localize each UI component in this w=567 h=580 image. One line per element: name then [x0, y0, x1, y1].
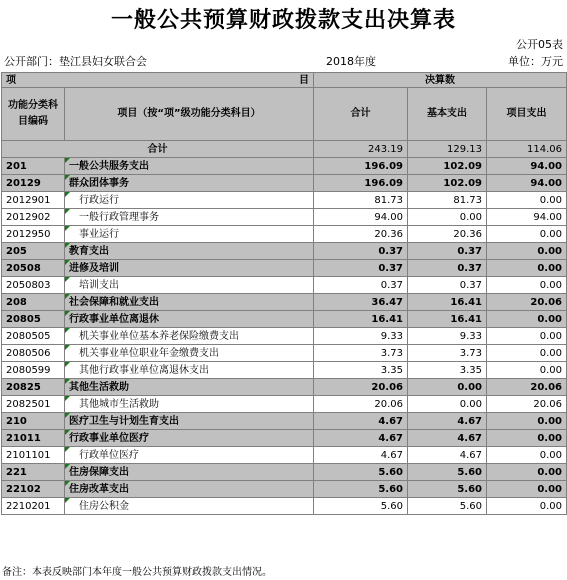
row-name: 机关事业单位职业年金缴费支出 [65, 345, 314, 362]
row-total: 9.33 [314, 328, 408, 345]
row-basic: 0.00 [408, 379, 487, 396]
total-row-label: 合计 [2, 141, 314, 158]
row-basic: 3.73 [408, 345, 487, 362]
row-total: 20.36 [314, 226, 408, 243]
row-name: 一般公共服务支出 [65, 158, 314, 175]
row-code: 22102 [2, 481, 65, 498]
table-row [2, 158, 567, 175]
table-row [2, 430, 567, 447]
table-row [2, 277, 567, 294]
table-row [2, 498, 567, 515]
row-basic: 5.60 [408, 481, 487, 498]
code-header: 功能分类科目编码 [2, 88, 65, 141]
row-basic: 4.67 [408, 447, 487, 464]
row-name: 教育支出 [65, 243, 314, 260]
row-name: 其他城市生活救助 [65, 396, 314, 413]
expenditure-table [1, 72, 567, 515]
project-expense-header: 项目支出 [487, 88, 567, 141]
table-row [2, 464, 567, 481]
row-code: 20825 [2, 379, 65, 396]
year-label: 2018年度 [326, 55, 376, 68]
row-total: 196.09 [314, 158, 408, 175]
table-row [2, 260, 567, 277]
row-name: 进修及培训 [65, 260, 314, 277]
row-total: 5.60 [314, 464, 408, 481]
row-code: 2050803 [2, 277, 65, 294]
row-project: 94.00 [487, 175, 567, 192]
table-body [2, 141, 567, 515]
row-project: 0.00 [487, 311, 567, 328]
item-header: 项目（按“项”级功能分类科目） [65, 88, 314, 141]
department-label: 公开部门：垫江县妇女联合会 [4, 55, 147, 68]
row-basic: 20.36 [408, 226, 487, 243]
total-row-basic: 129.13 [408, 141, 487, 158]
row-project: 0.00 [487, 260, 567, 277]
row-code: 201 [2, 158, 65, 175]
row-basic: 0.00 [408, 209, 487, 226]
row-total: 4.67 [314, 413, 408, 430]
row-code: 2012902 [2, 209, 65, 226]
row-code: 21011 [2, 430, 65, 447]
row-total: 36.47 [314, 294, 408, 311]
table-row [2, 294, 567, 311]
table-row [2, 396, 567, 413]
unit-label: 单位：万元 [508, 55, 563, 68]
row-name: 群众团体事务 [65, 175, 314, 192]
row-project: 94.00 [487, 158, 567, 175]
row-total: 5.60 [314, 481, 408, 498]
row-total: 94.00 [314, 209, 408, 226]
row-name: 社会保障和就业支出 [65, 294, 314, 311]
row-name: 其他行政事业单位离退休支出 [65, 362, 314, 379]
table-row [2, 328, 567, 345]
project-header-cell [2, 73, 314, 88]
row-project: 0.00 [487, 498, 567, 515]
table-row [2, 481, 567, 498]
table-row [2, 345, 567, 362]
row-basic: 16.41 [408, 294, 487, 311]
form-number: 公开05表 [516, 38, 563, 51]
row-total: 81.73 [314, 192, 408, 209]
row-name: 事业运行 [65, 226, 314, 243]
table-row [2, 226, 567, 243]
row-total: 3.35 [314, 362, 408, 379]
table-row [2, 413, 567, 430]
page-title: 一般公共预算财政拨款支出决算表 [110, 8, 456, 33]
total-row [2, 141, 567, 158]
header-row-1 [2, 73, 567, 88]
row-project: 0.00 [487, 277, 567, 294]
row-basic: 0.37 [408, 243, 487, 260]
row-basic: 0.37 [408, 260, 487, 277]
footnote: 备注：本表反映部门本年度一般公共预算财政拨款支出情况。 [2, 567, 272, 578]
table-row [2, 447, 567, 464]
row-name: 机关事业单位基本养老保险缴费支出 [65, 328, 314, 345]
row-code: 20805 [2, 311, 65, 328]
table-row [2, 311, 567, 328]
header-row-2 [2, 88, 567, 141]
row-basic: 81.73 [408, 192, 487, 209]
row-total: 0.37 [314, 260, 408, 277]
row-name: 医疗卫生与计划生育支出 [65, 413, 314, 430]
table-row [2, 362, 567, 379]
row-project: 0.00 [487, 226, 567, 243]
row-code: 2082501 [2, 396, 65, 413]
row-project: 0.00 [487, 464, 567, 481]
basic-header: 基本支出 [408, 88, 487, 141]
row-project: 0.00 [487, 430, 567, 447]
row-name: 一般行政管理事务 [65, 209, 314, 226]
row-code: 2080599 [2, 362, 65, 379]
table-row [2, 379, 567, 396]
row-name: 其他生活救助 [65, 379, 314, 396]
row-total: 20.06 [314, 379, 408, 396]
row-code: 20508 [2, 260, 65, 277]
total-row-total: 243.19 [314, 141, 408, 158]
row-total: 16.41 [314, 311, 408, 328]
row-code: 2012950 [2, 226, 65, 243]
row-basic: 5.60 [408, 464, 487, 481]
project-header-left: 项 [6, 74, 16, 86]
row-name: 行政运行 [65, 192, 314, 209]
row-total: 3.73 [314, 345, 408, 362]
table-row [2, 175, 567, 192]
row-project: 0.00 [487, 481, 567, 498]
table-row [2, 243, 567, 260]
row-project: 0.00 [487, 345, 567, 362]
row-project: 0.00 [487, 328, 567, 345]
row-project: 20.06 [487, 396, 567, 413]
row-basic: 102.09 [408, 175, 487, 192]
row-project: 0.00 [487, 447, 567, 464]
row-total: 5.60 [314, 498, 408, 515]
row-name: 行政单位医疗 [65, 447, 314, 464]
row-name: 住房保障支出 [65, 464, 314, 481]
row-project: 0.00 [487, 413, 567, 430]
row-code: 2101101 [2, 447, 65, 464]
row-total: 4.67 [314, 447, 408, 464]
row-basic: 4.67 [408, 430, 487, 447]
project-header-right: 目 [299, 74, 309, 86]
row-code: 2012901 [2, 192, 65, 209]
row-total: 4.67 [314, 430, 408, 447]
row-code: 205 [2, 243, 65, 260]
row-project: 20.06 [487, 379, 567, 396]
row-basic: 16.41 [408, 311, 487, 328]
row-code: 221 [2, 464, 65, 481]
row-code: 2080505 [2, 328, 65, 345]
table-row [2, 192, 567, 209]
row-basic: 102.09 [408, 158, 487, 175]
row-project: 94.00 [487, 209, 567, 226]
row-project: 0.00 [487, 243, 567, 260]
total-row-project: 114.06 [487, 141, 567, 158]
row-project: 0.00 [487, 192, 567, 209]
row-code: 210 [2, 413, 65, 430]
row-total: 196.09 [314, 175, 408, 192]
row-name: 培训支出 [65, 277, 314, 294]
total-header: 合计 [314, 88, 408, 141]
row-name: 行政事业单位离退休 [65, 311, 314, 328]
row-basic: 9.33 [408, 328, 487, 345]
row-name: 行政事业单位医疗 [65, 430, 314, 447]
row-basic: 0.37 [408, 277, 487, 294]
row-project: 0.00 [487, 362, 567, 379]
row-basic: 4.67 [408, 413, 487, 430]
row-code: 2080506 [2, 345, 65, 362]
row-total: 0.37 [314, 277, 408, 294]
row-code: 208 [2, 294, 65, 311]
row-name: 住房改革支出 [65, 481, 314, 498]
row-total: 0.37 [314, 243, 408, 260]
row-code: 20129 [2, 175, 65, 192]
row-basic: 0.00 [408, 396, 487, 413]
final-amount-header: 决算数 [314, 73, 567, 88]
row-basic: 5.60 [408, 498, 487, 515]
row-code: 2210201 [2, 498, 65, 515]
row-name: 住房公积金 [65, 498, 314, 515]
row-basic: 3.35 [408, 362, 487, 379]
table-row [2, 209, 567, 226]
row-project: 20.06 [487, 294, 567, 311]
row-total: 20.06 [314, 396, 408, 413]
